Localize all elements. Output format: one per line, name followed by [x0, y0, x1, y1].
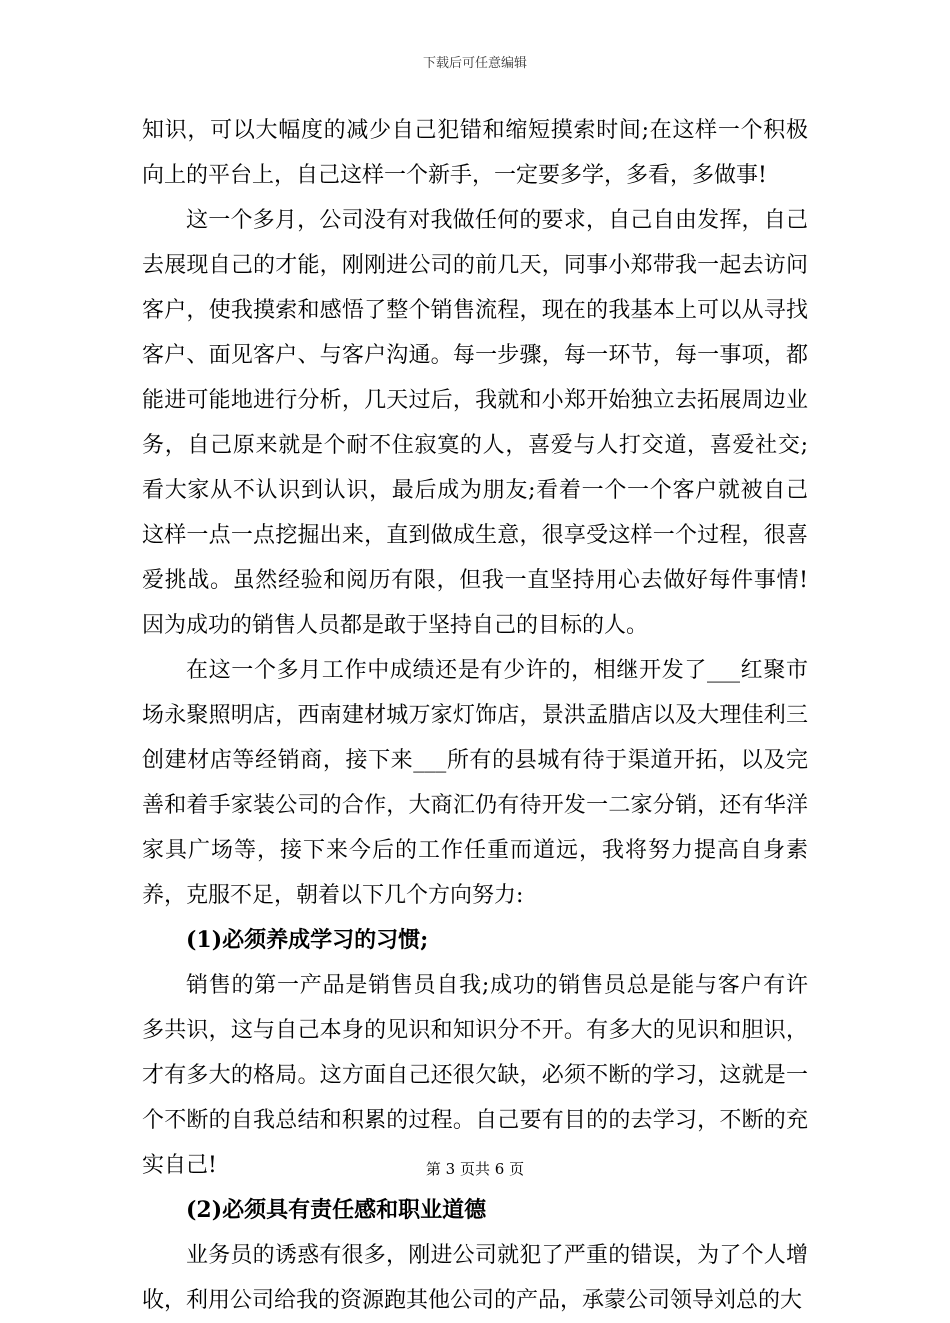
- page-header: 下载后可任意编辑: [422, 56, 527, 71]
- paragraph-continuation: 知识，可以大幅度的减少自己犯错和缩短摸索时间;在这样一个积极向上的平台上，自己这样一个新手，一定要多学，多看，多做事!: [142, 118, 808, 188]
- section-heading-learning: (1)必须养成学习的习惯;: [186, 927, 429, 953]
- paragraph-experience: 这一个多月，公司没有对我做任何的要求，自己自由发挥，自己去展现自己的才能，刚刚进公司的前几天，同事小郑带我一起去访问客户，使我摸索和感悟了整个销售流程，现在的我基本上可以从寻找客户、面见客户、与客户沟通。每一步骤，每一环节，每一事项，都能进可能地进行分析，几天过后，我就和小郑开始独立去拓展周边业务，自己原来就是个耐不住寂寞的人，喜爱与人打交道，喜爱社交;看大家从不认识到认识，最后成为朋友;看着一个一个客户就被自己这样一点一点挖掘出来，直到做成生意，很享受这样一个过程，很喜爱挑战。虽然经验和阅历有限，但我一直坚持用心去做好每件事情!因为成功的销售人员都是敢于坚持自己的目标的人。: [142, 208, 808, 638]
- section-heading-responsibility: (2)必须具有责任感和职业道德: [186, 1197, 487, 1223]
- document-body: [142, 108, 808, 1323]
- paragraph-responsibility: 业务员的诱惑有很多，刚进公司就犯了严重的错误，为了个人增收，利用公司给我的资源跑其他公司的产品，承蒙公司领导刘总的大: [142, 1243, 808, 1313]
- page-footer: 第 3 页共 6 页: [425, 1160, 525, 1178]
- paragraph-achievements: 在这一个多月工作中成绩还是有少许的，相继开发了___红聚市场永聚照明店，西南建材城万家灯饰店，景洪孟腊店以及大理佳利三创建材店等经销商，接下来___所有的县城有待于渠道开拓，以及完善和着手家装公司的合作，大商汇仍有待开发一二家分销，还有华洋家具广场等，接下来今后的工作任重而道远，我将努力提高自身素养，克服不足，朝着以下几个方向努力:: [142, 658, 808, 908]
- paragraph-learning: 销售的第一产品是销售员自我;成功的销售员总是能与客户有许多共识，这与自己本身的见识和知识分不开。有多大的见识和胆识，才有多大的格局。这方面自己还很欠缺，必须不断的学习，这就是一个不断的自我总结和积累的过程。自己要有目的的去学习，不断的充实自己!: [142, 973, 808, 1178]
